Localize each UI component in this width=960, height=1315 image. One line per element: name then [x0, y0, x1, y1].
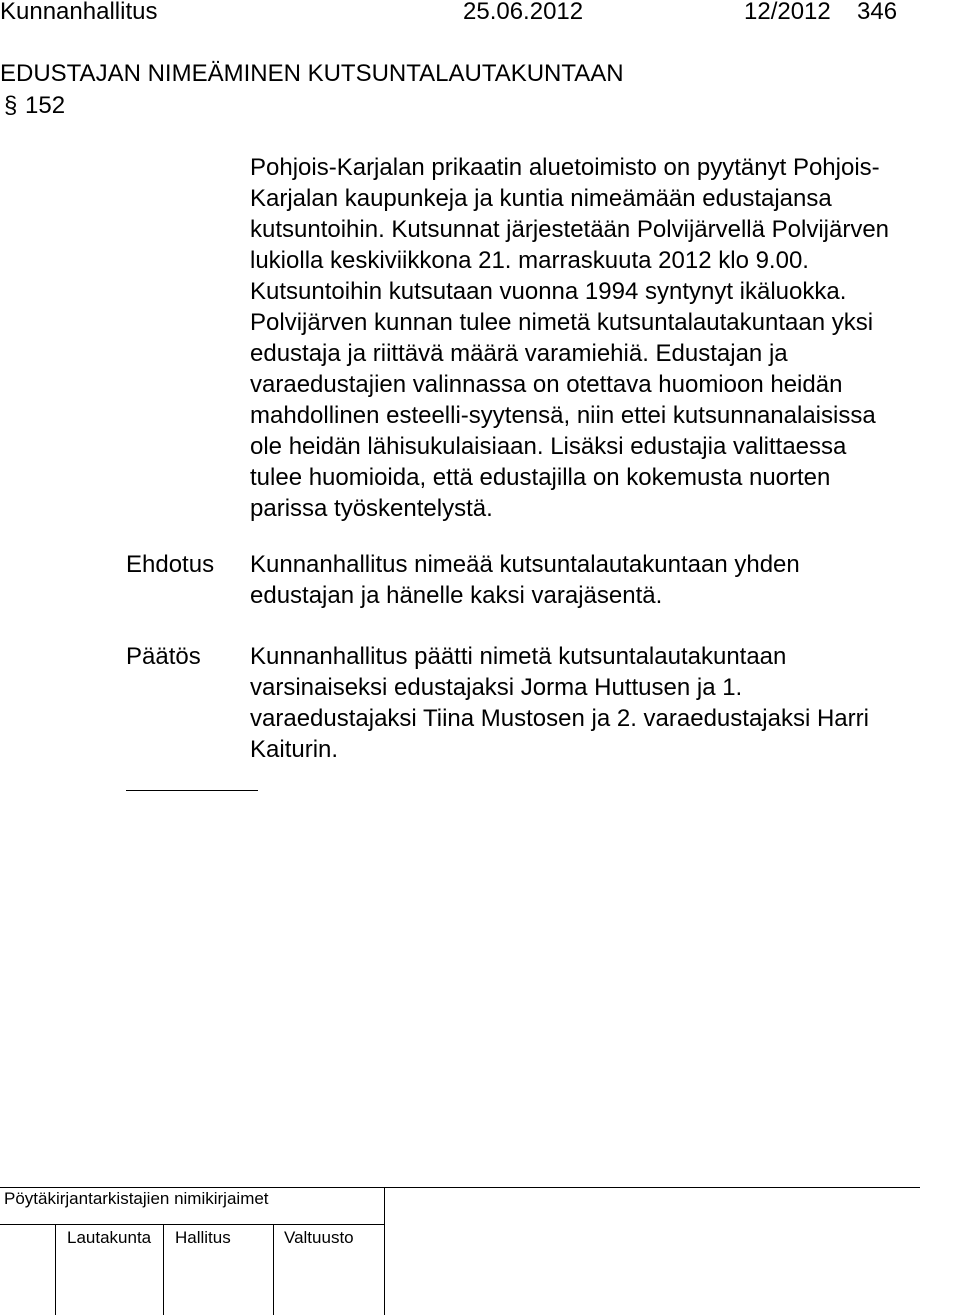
- proposal-line: edustajan ja hänelle kaksi varajäsentä.: [250, 582, 663, 609]
- description-line: lukiolla keskiviikkona 21. marraskuuta 2012 klo 9.00.: [250, 247, 809, 274]
- footer-mid-rule: [0, 1224, 384, 1225]
- decision-label: Päätös: [126, 643, 201, 670]
- header-issue: 12/2012: [744, 0, 831, 25]
- section-symbol: §: [4, 92, 18, 119]
- description-line: mahdollinen esteelli-syytensä, niin ettei kutsunnanalaisissa: [250, 402, 876, 429]
- decision-line: varaedustajaksi Tiina Mustosen ja 2. varaedustajaksi Harri: [250, 705, 869, 732]
- footer-column-divider: [163, 1224, 164, 1315]
- signature-footer: [0, 1187, 960, 1315]
- description-line: ole heidän lähisukulaisiaan. Lisäksi edustajia valittaessa: [250, 433, 847, 460]
- signature-caption: Pöytäkirjantarkistajien nimikirjaimet: [4, 1189, 269, 1208]
- description-line: Kutsuntoihin kutsutaan vuonna 1994 syntynyt ikäluokka.: [250, 278, 847, 305]
- footer-column-lautakunta: Lautakunta: [67, 1228, 152, 1247]
- description-line: Pohjois-Karjalan prikaatin aluetoimisto on pyytänyt Pohjois-: [250, 154, 880, 181]
- header-date: 25.06.2012: [463, 0, 584, 25]
- description-line: Polvijärven kunnan tulee nimetä kutsuntalautakuntaan yksi: [250, 309, 874, 336]
- header-page-number: 346: [857, 0, 898, 25]
- description-paragraph: [250, 152, 956, 524]
- section-number: 152: [25, 92, 66, 119]
- description-line: tulee huomioida, että edustajilla on kokemusta nuorten: [250, 464, 831, 491]
- description-line: edustaja ja riittävä määrä varamiehiä. Edustajan ja: [250, 340, 788, 367]
- footer-column-valtuusto: Valtuusto: [284, 1228, 354, 1247]
- footer-column-divider: [55, 1224, 56, 1315]
- footer-divider: [384, 1187, 385, 1315]
- decision-paragraph: [250, 641, 956, 765]
- footer-top-rule: [0, 1187, 920, 1188]
- proposal-line: Kunnanhallitus nimeää kutsuntalautakuntaan yhden: [250, 551, 800, 578]
- decision-line: varsinaiseksi edustajaksi Jorma Huttusen ja 1.: [250, 674, 743, 701]
- footer-column-divider: [273, 1224, 274, 1315]
- description-line: Karjalan kaupunkeja ja kuntia nimeämään edustajansa: [250, 185, 832, 212]
- description-line: varaedustajien valinnassa on otettava huomioon heidän: [250, 371, 843, 398]
- footer-column-hallitus: Hallitus: [175, 1228, 231, 1247]
- decision-line: Kunnanhallitus päätti nimetä kutsuntalautakuntaan: [250, 643, 787, 670]
- section-title: EDUSTAJAN NIMEÄMINEN KUTSUNTALAUTAKUNTAAN: [0, 60, 624, 87]
- description-line: kutsuntoihin. Kutsunnat järjestetään Polvijärvellä Polvijärven: [250, 216, 890, 243]
- decision-line: Kaiturin.: [250, 736, 339, 763]
- proposal-paragraph: [250, 549, 956, 611]
- description-line: parissa työskentelystä.: [250, 495, 493, 522]
- header-body-name: Kunnanhallitus: [0, 0, 158, 25]
- proposal-label: Ehdotus: [126, 551, 215, 578]
- end-rule: [126, 790, 258, 791]
